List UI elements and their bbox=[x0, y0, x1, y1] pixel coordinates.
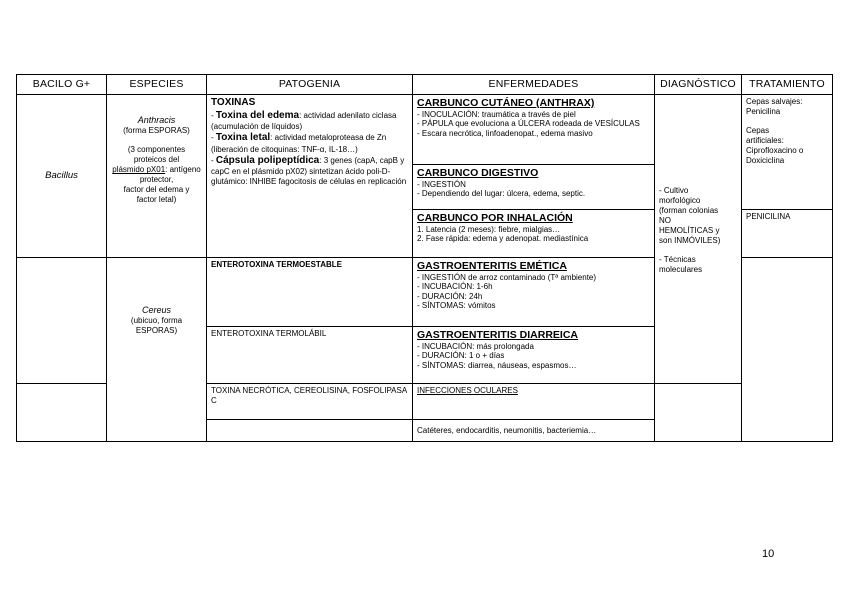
anthracis-row-cutaneo bbox=[17, 95, 833, 165]
header-tratamiento: TRATAMIENTO bbox=[742, 75, 833, 95]
genus-cell bbox=[17, 95, 107, 258]
emetica-cell bbox=[413, 258, 655, 327]
anthracis-components-4: factor del edema y bbox=[123, 185, 190, 195]
necrotica-cell bbox=[207, 384, 413, 420]
inhalacion-line: 2. Fase rápida: edema y adenopat. mediastínica bbox=[417, 234, 589, 244]
emetica-line: - INCUBACIÓN: 1-6h bbox=[417, 282, 493, 292]
genus-bottom-cell bbox=[17, 384, 107, 442]
cereus-note: ESPORAS) bbox=[135, 326, 178, 336]
patogenia-empty-cell bbox=[207, 420, 413, 442]
anthracis-name: Anthracis bbox=[137, 115, 176, 125]
anthracis-components-5: factor letal) bbox=[136, 195, 177, 205]
capsula-label: Cápsula polipeptídica bbox=[215, 154, 320, 166]
header-patogenia: PATOGENIA bbox=[207, 75, 413, 95]
header-diagnostico: DIAGNÓSTICO bbox=[655, 75, 742, 95]
anthracis-components-2: proteicos del bbox=[133, 155, 180, 165]
cutaneo-line: - Escara necrótica, linfoadenopat., edema masivo bbox=[417, 128, 593, 138]
diagnostico-line: NO bbox=[659, 215, 671, 225]
termoestable-cell bbox=[207, 258, 413, 327]
diagnostico-line: moleculares bbox=[659, 264, 703, 274]
inhalacion-title: CARBUNCO POR INHALACIÓN bbox=[417, 212, 573, 224]
emetica-line: - INGESTIÓN de arroz contaminado (Tª ambiente) bbox=[417, 272, 597, 282]
anthracis-components-3: : antígeno protector, bbox=[139, 165, 201, 185]
otras-cell bbox=[413, 420, 655, 442]
toxinas-title: TOXINAS bbox=[211, 97, 256, 108]
oculares-title: INFECCIONES OCULARES bbox=[417, 386, 518, 395]
header-especies: ESPECIES bbox=[107, 75, 207, 95]
anthracis-species-cell bbox=[107, 95, 207, 258]
termolabil-cell bbox=[207, 327, 413, 384]
tratamiento-penicilina-cell bbox=[742, 210, 833, 258]
inhalacion-cell bbox=[413, 210, 655, 258]
cutaneo-cell bbox=[413, 95, 655, 165]
toxina-edema-desc: : actividad adenilato ciclasa (acumulación de líquidos) bbox=[211, 110, 397, 131]
emetica-title: GASTROENTERITIS EMÉTICA bbox=[417, 260, 567, 272]
genus-name: Bacillus bbox=[45, 170, 78, 182]
cereus-name: Cereus bbox=[141, 304, 171, 315]
cereus-species-cell bbox=[107, 258, 207, 442]
toxina-letal-desc: : actividad metaloproteasa de Zn (liberación de citoquinas: TNF-α, IL-18…) bbox=[211, 133, 387, 154]
digestivo-line: - Dependiendo del lugar: úlcera, edema, septic. bbox=[417, 189, 586, 199]
emetica-line: - SÍNTOMAS: vómitos bbox=[417, 301, 496, 311]
otras-infecciones: Catéteres, endocarditis, neumonitis, bacteriemia… bbox=[417, 425, 597, 435]
oculares-cell bbox=[413, 384, 655, 420]
tratamiento-anthracis-cell bbox=[742, 95, 833, 210]
cereus-note: (ubicuo, forma bbox=[130, 316, 183, 326]
tratamiento-line: Cepas salvajes: bbox=[746, 97, 803, 106]
diagnostico-line: son INMÓVILES) bbox=[659, 235, 721, 245]
diagnostico-line: HEMOLÍTICAS y bbox=[659, 225, 720, 235]
header-enfermedades: ENFERMEDADES bbox=[413, 75, 655, 95]
termoestable-label: ENTEROTOXINA TERMOESTABLE bbox=[211, 260, 342, 269]
diarreica-title: GASTROENTERITIS DIARREICA bbox=[417, 329, 579, 341]
anthracis-plasmid: plásmido pX01 bbox=[112, 165, 166, 175]
diagnostico-line: morfológico bbox=[659, 195, 701, 205]
tratamiento-cereus-cell bbox=[742, 258, 833, 442]
diarreica-line: - SÍNTOMAS: diarrea, náuseas, espasmos… bbox=[417, 360, 577, 370]
capsula-desc: : 3 genes (capA, capB y capC en el plásmido pX02) sintetizan ácido poli-D-glutámico: INHIBE fagocitosis de células en replicación bbox=[211, 155, 407, 186]
cutaneo-title: CARBUNCO CUTÁNEO (ANTHRAX) bbox=[417, 97, 595, 109]
termolabil-label: ENTEROTOXINA TERMOLÁBIL bbox=[211, 329, 327, 338]
diarreica-line: - DURACIÓN: 1 o + días bbox=[417, 351, 505, 361]
toxina-letal-label: Toxina letal bbox=[215, 132, 271, 143]
anthracis-note: (forma ESPORAS) bbox=[123, 126, 190, 136]
toxina-edema-label: Toxina del edema bbox=[215, 109, 300, 121]
digestivo-line: - INGESTIÓN bbox=[417, 179, 466, 189]
emetica-line: - DURACIÓN: 24h bbox=[417, 291, 483, 301]
cutaneo-line: - INOCULACIÓN: traumática a través de piel bbox=[417, 109, 576, 119]
necrotica-label: TOXINA NECRÓTICA, CEREOLISINA, FOSFOLIPASA C bbox=[211, 386, 407, 405]
digestivo-cell bbox=[413, 165, 655, 210]
digestivo-title: CARBUNCO DIGESTIVO bbox=[417, 167, 539, 179]
tratamiento-line: Ciprofloxacino o bbox=[746, 146, 804, 155]
cutaneo-line: - PÁPULA que evoluciona a ÚLCERA rodeada de VESÍCULAS bbox=[417, 119, 640, 129]
tratamiento-line: Cepas bbox=[746, 126, 770, 135]
tratamiento-line: Penicilina bbox=[746, 107, 781, 116]
diarreica-line: - INCUBACIÓN: más prolongada bbox=[417, 341, 534, 351]
diagnostico-cell bbox=[655, 95, 742, 384]
page-number: 10 bbox=[762, 548, 775, 560]
diarreica-cell bbox=[413, 327, 655, 384]
diagnostico-line: - Cultivo bbox=[659, 185, 689, 195]
genus-continued-cell bbox=[17, 258, 107, 384]
header-bacilo: BACILO G+ bbox=[17, 75, 107, 95]
diagnostico-line: - Técnicas bbox=[659, 254, 696, 264]
header-row bbox=[17, 75, 833, 95]
diagnostico-bottom-cell bbox=[655, 384, 742, 442]
bacillus-table bbox=[16, 74, 833, 442]
diagnostico-line: (forman colonias bbox=[659, 205, 719, 215]
tratamiento-line: Doxiciclina bbox=[746, 156, 785, 165]
anthracis-components-1: (3 componentes bbox=[127, 145, 186, 155]
tratamiento-penicilina: PENICILINA bbox=[746, 212, 791, 221]
anthracis-patogenia-cell: TOXINAS - Toxina del edema: actividad adenilato ciclasa (acumulación de líquidos) - Toxina letal: actividad metaloproteasa de Zn (liberación de citoquinas: TNF-α, IL-18…) - Cápsula polipeptídica: 3 genes (capA, capB y capC en el plásmido pX02) sintetizan ácido poli-D-glutámico: INHIBE fagocitosis de células en replicación bbox=[207, 95, 413, 258]
tratamiento-line: artificiales: bbox=[746, 136, 784, 145]
inhalacion-line: 1. Latencia (2 meses): fiebre, mialgias… bbox=[417, 224, 561, 234]
